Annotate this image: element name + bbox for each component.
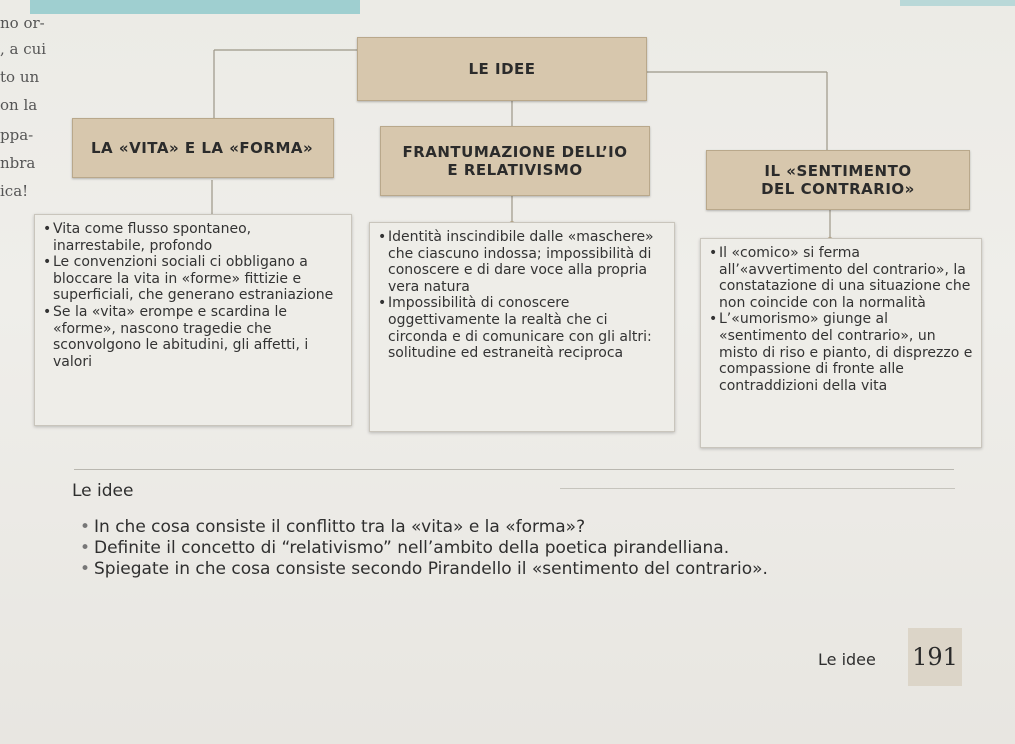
branch-title-line: DEL CONTRARIO» (761, 180, 915, 198)
margin-fragment: on la (0, 96, 38, 114)
question-item: • Definite il concetto di “relativismo” nell’ambito della poetica pirandelliana. (80, 538, 768, 559)
branch-title-line: FRANTUMAZIONE DELL’IO (402, 143, 628, 161)
branch-title-sentimento (706, 150, 970, 210)
bullet-item: • Il «comico» si ferma all’«avvertimento del contrario», la constatazione di una situazione che non coincide con la normalità (709, 245, 973, 311)
margin-fragment: to un (0, 68, 40, 86)
page-number-box (908, 628, 962, 686)
root-concept-box (357, 37, 647, 101)
bullet-item: • Vita come flusso spontaneo, inarrestabile, profondo (43, 221, 343, 254)
question-item: • In che cosa consiste il conflitto tra la «vita» e la «forma»? (80, 517, 768, 538)
margin-fragment: ica! (0, 182, 29, 200)
page-number: 191 (912, 643, 958, 671)
section-divider-secondary (560, 488, 955, 489)
branch-title-line: E RELATIVISMO (447, 161, 583, 179)
bullet-item: • Le convenzioni sociali ci obbligano a bloccare la vita in «forme» fittizie e superficiali, che generano estraniazione (43, 254, 343, 304)
branch-content-vita-forma (34, 214, 352, 426)
branch-title-frantumazione (380, 126, 650, 196)
exercise-questions (80, 517, 768, 580)
margin-fragment: nbra (0, 154, 36, 172)
footer-section-label: Le idee (818, 650, 876, 669)
branch-content-sentimento (700, 238, 982, 448)
margin-fragment: no or- (0, 14, 45, 32)
root-concept-label: LE IDEE (468, 60, 536, 78)
margin-fragment: , a cui (0, 40, 47, 58)
exercise-section-title: Le idee (72, 481, 134, 501)
branch-title-line: IL «SENTIMENTO (764, 162, 912, 180)
branch-title-vita-forma (72, 118, 334, 178)
bullet-item: • L’«umorismo» giunge al «sentimento del contrario», un misto di riso e pianto, di disprezzo e compassione di fronte alle contraddizioni della vita (709, 311, 973, 394)
branch-content-frantumazione (369, 222, 675, 432)
section-divider (74, 469, 954, 470)
bullet-item: • Impossibilità di conoscere oggettivamente la realtà che ci circonda e di comunicare con gli altri: solitudine ed estraneità reciproca (378, 295, 666, 361)
branch-title-label: LA «VITA» E LA «FORMA» (91, 139, 314, 157)
question-item: • Spiegate in che cosa consiste secondo Pirandello il «sentimento del contrario». (80, 559, 768, 580)
bullet-item: • Identità inscindibile dalle «maschere» che ciascuno indossa; impossibilità di conoscere e di dare voce alla propria vera natura (378, 229, 666, 295)
bullet-item: • Se la «vita» erompe e scardina le «forme», nascono tragedie che sconvolgono le abitudini, gli affetti, i valori (43, 304, 343, 370)
margin-fragment: ppa- (0, 126, 34, 144)
